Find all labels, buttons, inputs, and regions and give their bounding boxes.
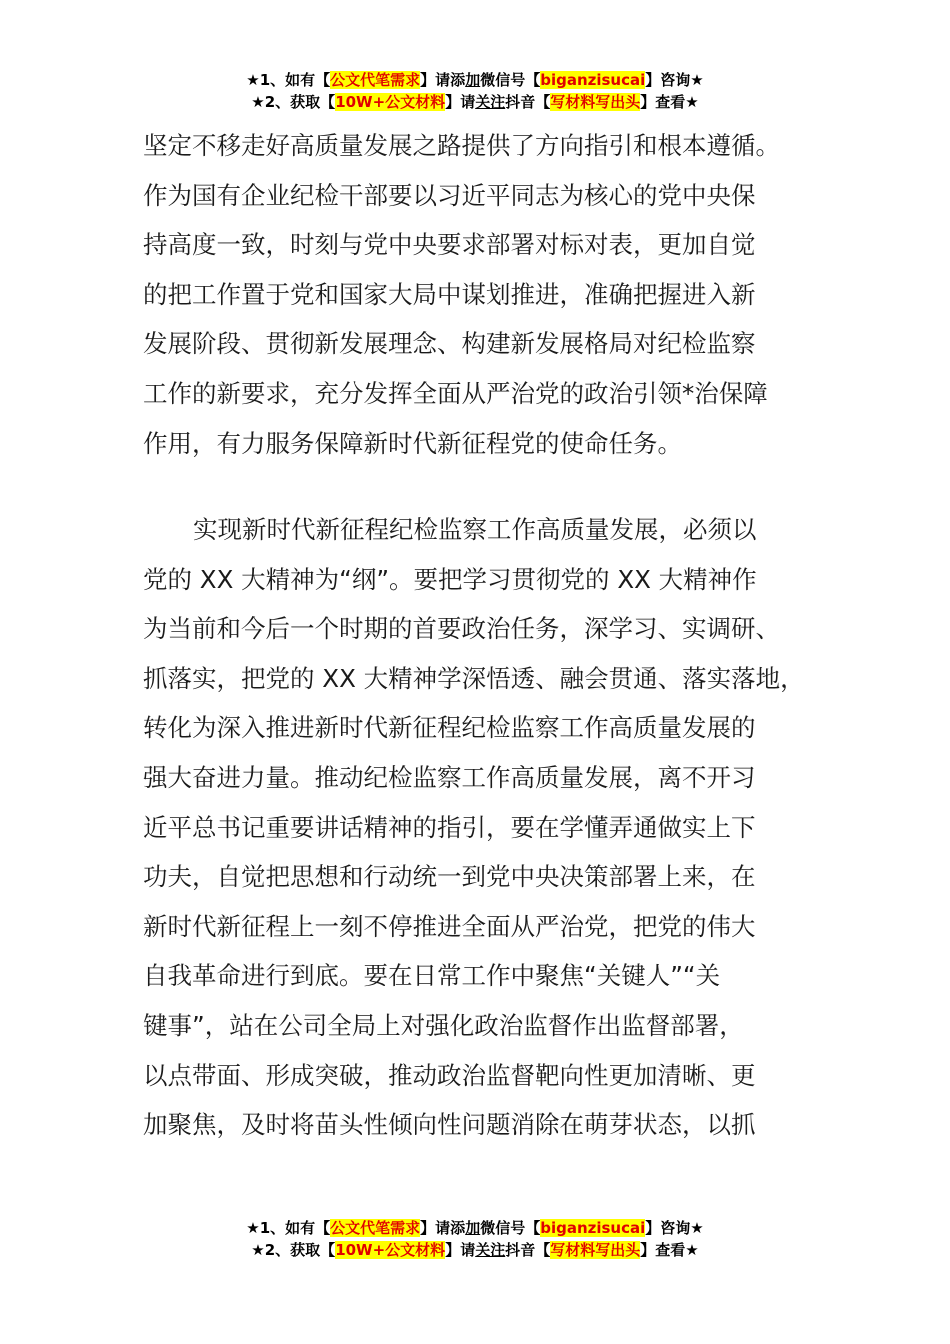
text-line: 作为国有企业纪检干部要以习近平同志为核心的党中央保: [143, 180, 756, 210]
text-line: 的把工作置于党和国家大局中谋划推进，准确把握进入新: [143, 279, 756, 309]
banner-text: 】查看★: [640, 1241, 699, 1259]
banner-underlined: 关注: [475, 1241, 506, 1259]
banner-text: ★1、如有【: [246, 1219, 331, 1237]
banner-text: 】请: [445, 1241, 476, 1259]
banner-highlight: 10W+公文材料: [335, 93, 446, 111]
text-line: 加聚焦，及时将苗头性倾向性问题消除在萌芽状态，以抓: [143, 1110, 756, 1140]
paragraph-2: [143, 505, 833, 1150]
text-line: 坚定不移走好高质量发展之路提供了方向指引和根本遵循。: [143, 131, 780, 160]
text-line: 转化为深入推进新时代新征程纪检监察工作高质量发展的: [143, 713, 756, 743]
wechat-id-highlight: biganzisucai: [540, 1219, 646, 1237]
banner-text: 】咨询★: [645, 1219, 704, 1237]
banner-underlined: 加: [465, 1219, 481, 1237]
banner-text: 微信号【: [480, 71, 541, 89]
douyin-id-highlight: 写材料写出头: [550, 93, 641, 111]
text-line: 工作的新要求，充分发挥全面从严治党的政治引领*治保障: [143, 378, 768, 408]
text-line: 自我革命进行到底。要在日常工作中聚焦“关键人”“关: [143, 961, 721, 991]
text-line: 抓落实，把党的 XX 大精神学深悟透、融会贯通、落实落地，: [143, 663, 805, 693]
banner-text: 】查看★: [640, 93, 699, 111]
banner-text: 】请: [445, 93, 476, 111]
banner-line-2: [0, 1239, 950, 1261]
text-line: 为当前和今后一个时期的首要政治任务，深学习、实调研、: [143, 614, 780, 644]
text-line: 近平总书记重要讲话精神的指引，要在学懂弄通做实上下: [143, 812, 756, 842]
banner-text: ★2、获取【: [251, 1241, 336, 1259]
footer-banner: [0, 1217, 950, 1261]
douyin-id-highlight: 写材料写出头: [550, 1241, 641, 1259]
banner-text: 】请添: [420, 71, 466, 89]
banner-text: ★2、获取【: [251, 93, 336, 111]
wechat-id-highlight: biganzisucai: [540, 71, 646, 89]
header-banner: [0, 69, 950, 113]
banner-highlight: 公文代笔需求: [330, 71, 421, 89]
banner-line-1: [0, 69, 950, 91]
banner-text: 】请添: [420, 1219, 466, 1237]
banner-text: ★1、如有【: [246, 71, 331, 89]
text-line: 持高度一致，时刻与党中央要求部署对标对表，更加自觉: [143, 230, 756, 260]
banner-highlight: 公文代笔需求: [330, 1219, 421, 1237]
text-line: 发展阶段、贯彻新发展理念、构建新发展格局对纪检监察: [143, 329, 756, 359]
text-line: 键事”，站在公司全局上对强化政治监督作出监督部署，: [143, 1010, 744, 1040]
text-line: 以点带面、形成突破，推动政治监督靶向性更加清晰、更: [143, 1060, 756, 1090]
banner-highlight: 10W+公文材料: [335, 1241, 446, 1259]
banner-text: 抖音【: [505, 1241, 551, 1259]
text-line: 党的 XX 大精神为“纲”。要把学习贯彻党的 XX 大精神作: [143, 564, 757, 594]
text-line: 作用，有力服务保障新时代新征程党的使命任务。: [143, 428, 682, 458]
banner-text: 微信号【: [480, 1219, 541, 1237]
text-line: 实现新时代新征程纪检监察工作高质量发展，必须以: [193, 515, 757, 544]
banner-text: 抖音【: [505, 93, 551, 111]
text-line: 强大奋进力量。推动纪检监察工作高质量发展，离不开习: [143, 762, 756, 792]
banner-text: 】咨询★: [645, 71, 704, 89]
banner-line-2: [0, 91, 950, 113]
text-line: 功夫，自觉把思想和行动统一到党中央决策部署上来，在: [143, 862, 756, 892]
banner-underlined: 加: [465, 71, 481, 89]
text-line: 新时代新征程上一刻不停推进全面从严治党，把党的伟大: [143, 911, 756, 941]
banner-line-1: [0, 1217, 950, 1239]
paragraph-1: [143, 121, 833, 468]
banner-underlined: 关注: [475, 93, 506, 111]
